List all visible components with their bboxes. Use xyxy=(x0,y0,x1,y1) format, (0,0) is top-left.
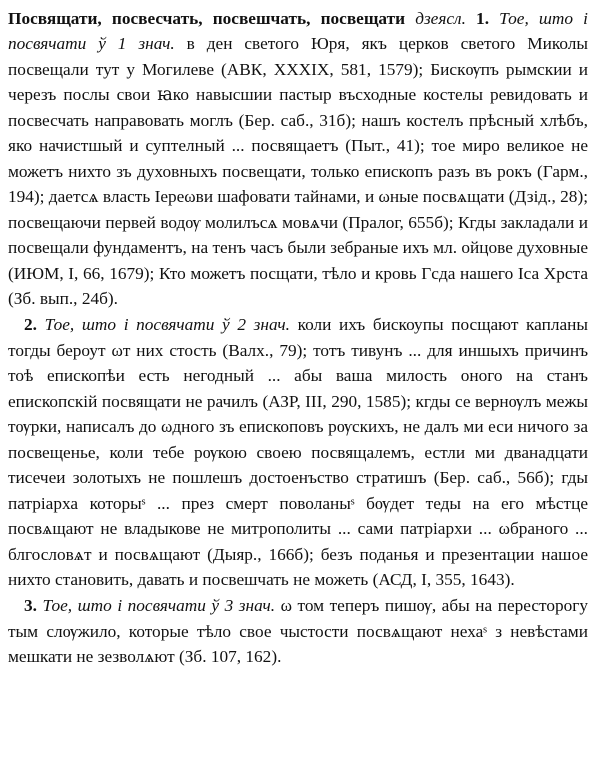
sense-3-paragraph xyxy=(8,593,588,669)
part-of-speech: дзеясл. xyxy=(415,9,466,28)
sense-2-paragraph xyxy=(8,312,588,592)
headword: Посвящати, посвесчать, посвешчать, посвещати xyxy=(8,9,406,28)
sense-number-3: 3. xyxy=(24,596,37,616)
sense-text-3: ω том теперъ пишѹ, абы на пересторогу тым слѹжило, которые тѣло свое чыстости посвѧщают нехаˢ з невѣстами мешкати не зезволѧют (Зб. 107, 162). xyxy=(8,596,589,667)
sense-number-1: 1. xyxy=(476,9,490,28)
sense-1-paragraph xyxy=(8,6,588,311)
sense-definition-2: Тое, што і посвячати ў 2 знач. xyxy=(44,315,290,335)
sense-text-2: коли ихъ бискоупы посщают капланы тогды бероут ωт них стость (Валх., 79); тотъ тивунъ ... для иншыхъ причинъ тоѣ епископѣи есть негодный ... абы ваша милость оного на станъ епископскій посвящати не рачилъ (АЗР, ІІІ, 290, 1585); кгды се вернѹлъ межы тѹрки, написалъ до ωдного зъ епископовъ рѹскихъ, не далъ ми еси ничого за посвещенье, коли тебе рѹкою своею посвящалемъ, естли ми дванадцати тисечеи золотыхъ не пошлешъ достоенъство стратишъ (Бер. саб., 56б); гды патріарха которыˢ ... през смерт поволаныˢ бѹдет теды на его мѣстце посвѧщают не владыкове не митрополиты ... сами патріархи ... ωбраного ... блгословѧт и посвѧщают (Дыяр., 166б); безъ поданья и презентации нашое нихто становить, давать и посвешчать не можеть (АСД, І, 355, 1643). xyxy=(8,315,589,589)
sense-text-1: в ден светого Юря, якъ церков светого Миколы посвещали тут у Могилеве (АВК, XXXIX, 581, 1579); Бискѹпъ рымскии и черезъ послы свои ꙗко навысшии пастыр въсходные костелы ревидовать и посвесчать направовать моглъ (Бер. саб., 31б); нашъ костелъ прѣсный хлѣбъ, яко начистшый и суптелный ... посвящаетъ (Пыт., 41); тое миро великое не можетъ нихто зъ духовныхъ посвещати, только епископъ разъ въ рокъ (Гарм., 194); даетсѧ власть Іереωви шафовати тайнами, и ωныe посвѧщати (Дзід., 28); посвещаючи первей водѹ молилъсѧ мовѧчи (Пралог, 655б); Кгды закладали и посвещали фундаментъ, на тенъ часъ были зебраные ихъ мл. ойцове духовные (ИЮМ, І, 66, 1679); Кто можетъ посщати, тѣло и кровь Гсда нашего Іса Хрста (Зб. вып., 24б). xyxy=(8,34,589,308)
sense-definition-1: Тое, што і посвячати ў 1 знач. xyxy=(8,9,588,54)
sense-number-2: 2. xyxy=(24,315,37,335)
sense-definition-3: Тое, што і посвячати ў 3 знач. xyxy=(42,596,276,616)
